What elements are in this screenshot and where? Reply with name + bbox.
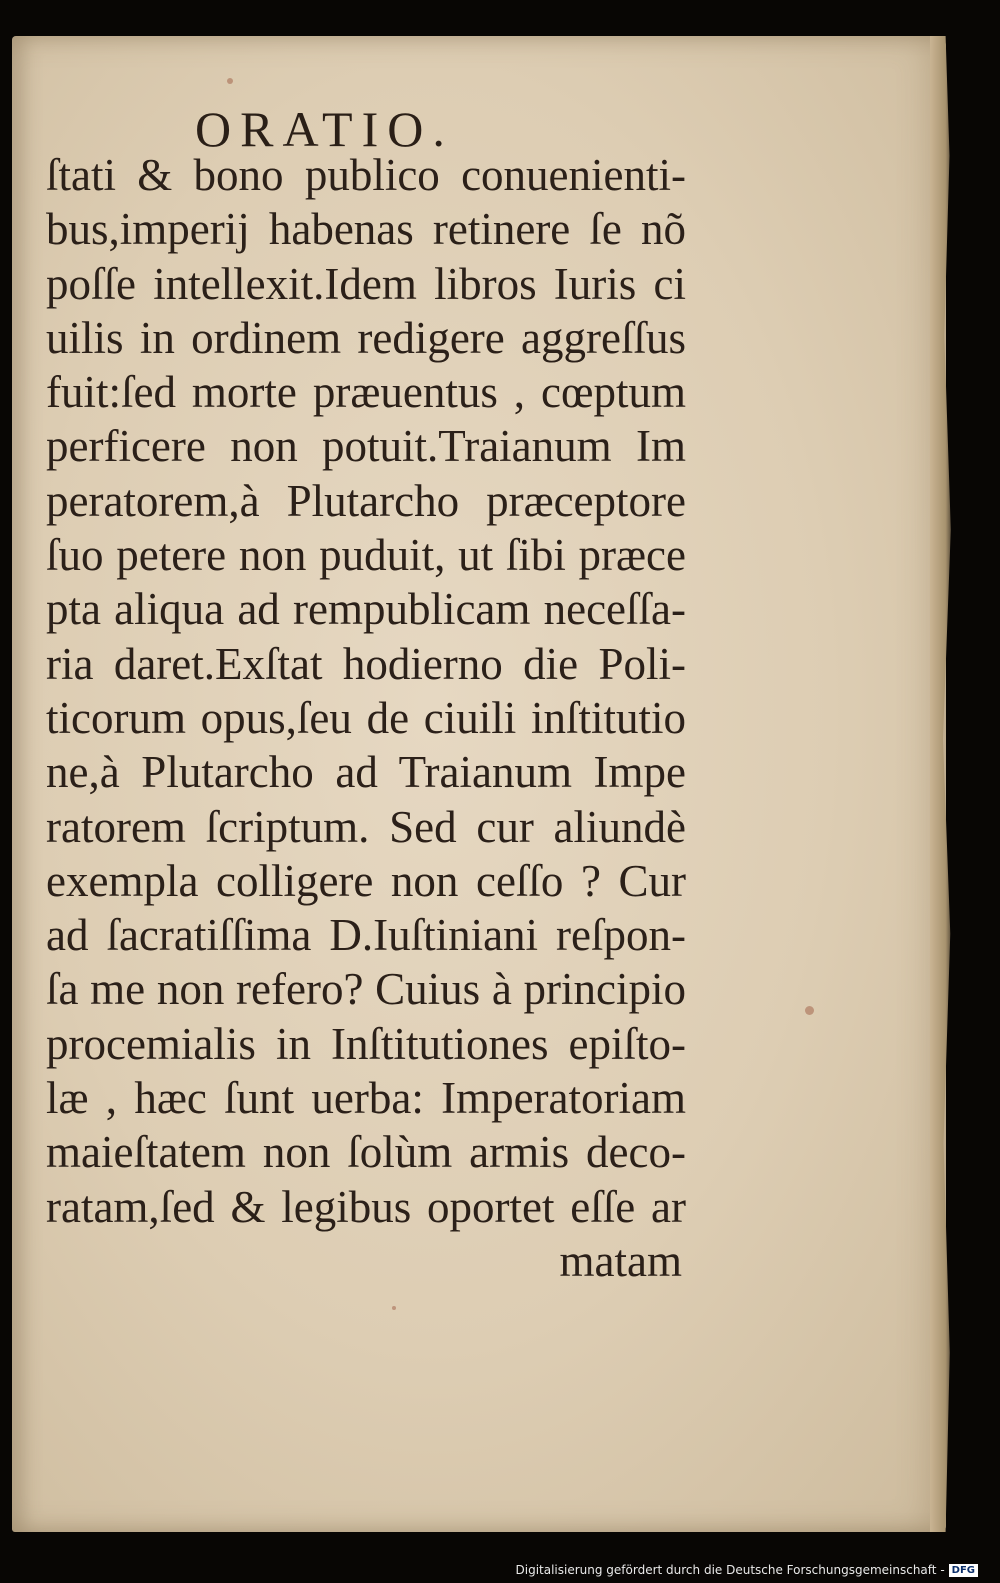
text-line: ratorem ſcriptum. Sed cur aliundè [46, 801, 686, 852]
paper-stain [805, 1006, 814, 1015]
text-line: poſſe intellexit.Idem libros Iuris ci [46, 258, 686, 309]
digitization-credit [516, 1563, 979, 1577]
running-head: ORATIO. [195, 101, 454, 157]
text-line: læ , hæc ſunt uerba: Imperatoriam [46, 1073, 686, 1124]
text-line: ſuo petere non puduit, ut ſibi præce [46, 530, 686, 581]
text-line: bus,imperij habenas retinere ſe nõ [46, 204, 686, 255]
text-line: peratorem,à Plutarcho præceptore [46, 475, 686, 526]
text-line: ſa me non refero? Cuius à principio [46, 964, 686, 1015]
text-line: uilis in ordinem redigere aggreſſus [46, 312, 686, 363]
paper-stain [227, 78, 233, 84]
text-line: procemialis in Inſtitutiones epiſto- [46, 1018, 686, 1069]
paper-stain [392, 1306, 396, 1310]
text-line: ria daret.Exſtat hodierno die Poli- [46, 638, 686, 689]
text-line: ticorum opus,ſeu de ciuili inſtitutio [46, 692, 686, 743]
text-line: maieſtatem non ſolùm armis deco- [46, 1127, 686, 1178]
credit-text: Digitalisierung gefördert durch die Deutsche Forschungsgemeinschaft - [515, 1563, 945, 1577]
text-line: pta aliqua ad rempublicam neceſſa- [46, 584, 686, 635]
text-line: ad ſacratiſſima D.Iuſtiniani reſpon- [46, 910, 686, 961]
text-line: fuit:ſed morte præuentus , cœptum [46, 367, 686, 418]
text-line: perficere non potuit.Traianum Im [46, 421, 686, 472]
body-text [46, 148, 686, 1288]
text-line: ſtati & bono publico conuenienti- [46, 150, 686, 200]
text-line: ne,à Plutarcho ad Traianum Impe [46, 747, 686, 798]
text-line: exempla colligere non ceſſo ? Cur [46, 855, 686, 906]
text-line: ratam,ſed & legibus oportet eſſe ar [46, 1181, 686, 1232]
catchword: matam [559, 1235, 682, 1286]
dfg-logo: DFG [949, 1564, 978, 1577]
